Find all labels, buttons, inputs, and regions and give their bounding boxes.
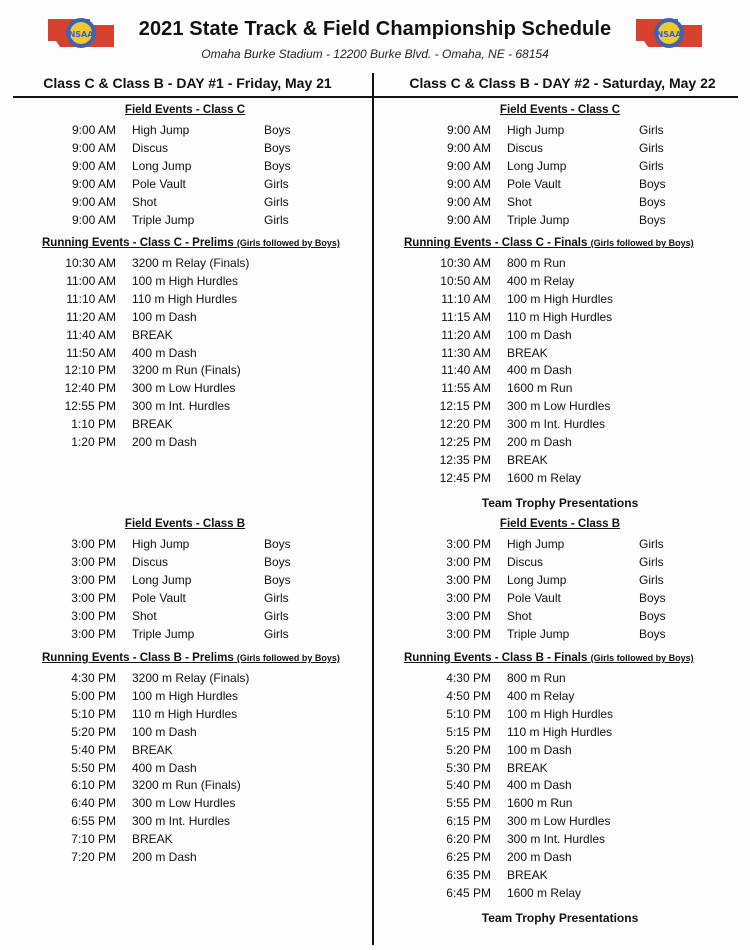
event-time: 3:00 PM [71,572,116,587]
event-name: Shot [132,608,157,623]
running-event-row [32,832,352,850]
running-event-row [407,435,727,453]
event-name: 3200 m Run (Finals) [132,363,241,378]
field-event-row [32,177,352,195]
day2-running-c-trophy: Team Trophy Presentations [481,495,639,510]
event-name: Pole Vault [132,590,186,605]
section-heading-text: Running Events - Class B - Finals [404,652,588,664]
field-event-row [32,591,352,609]
running-event-row [32,814,352,832]
running-event-row [407,868,727,886]
event-time: 5:10 PM [71,706,116,721]
event-name: Shot [132,194,157,209]
event-name: BREAK [132,417,173,432]
event-time: 12:20 PM [439,417,491,432]
event-name: 100 m Dash [507,742,572,757]
running-event-row [407,453,727,471]
event-name: Pole Vault [507,176,561,191]
event-time: 6:55 PM [71,814,116,829]
event-name: 400 m Dash [507,363,572,378]
event-time: 3:00 PM [446,608,491,623]
field-event-row [407,141,727,159]
running-event-row [32,435,352,453]
section-heading-text: Field Events - Class C [499,104,621,116]
event-time: 6:25 PM [446,850,491,864]
running-event-row [407,256,727,274]
event-time: 9:00 AM [446,123,491,137]
running-event-row [407,778,727,796]
field-event-row [407,123,727,141]
field-event-row [407,573,727,591]
event-name: BREAK [507,760,548,775]
running-event-row [407,886,727,904]
running-event-row [407,671,727,689]
event-time: 12:45 PM [439,470,491,485]
day2-running-b-trophy: Team Trophy Presentations [481,910,639,925]
running-event-row [407,292,727,310]
event-name: High Jump [132,537,190,551]
day2-running-c-heading [404,237,694,249]
event-time: 11:30 AM [441,345,491,360]
event-name: 300 m Int. Hurdles [132,814,231,829]
field-event-row [32,627,352,645]
day1-column [0,0,370,950]
event-time: 3:00 PM [71,590,116,605]
event-name: Long Jump [507,158,567,173]
event-time: 12:15 PM [439,399,491,414]
event-gender: Girls [639,123,664,137]
event-time: 9:00 AM [446,140,491,155]
running-event-row [407,689,727,707]
running-event-row [32,399,352,417]
running-event-row [407,471,727,489]
event-time: 3:00 PM [446,626,491,641]
day1-running-c-heading [42,237,340,249]
field-event-row [407,213,727,231]
event-time: 11:10 AM [441,291,491,306]
event-time: 6:45 PM [446,885,491,900]
event-name: 400 m Dash [132,760,197,775]
event-time: 11:10 AM [66,291,116,306]
event-name: 200 m Dash [132,850,197,864]
running-event-row [32,778,352,796]
event-name: Triple Jump [132,626,195,641]
event-name: 300 m Int. Hurdles [507,417,606,432]
day2-field-c-heading [375,104,745,116]
event-name: 100 m Dash [132,724,197,739]
event-time: 7:20 PM [71,850,116,864]
running-event-row [32,310,352,328]
event-time: 3:00 PM [71,608,116,623]
event-time: 4:30 PM [446,671,491,685]
event-name: 300 m Low Hurdles [507,814,611,829]
field-event-row [32,537,352,555]
event-name: BREAK [132,742,173,757]
event-name: Discus [507,140,544,155]
event-time: 11:15 AM [441,309,491,324]
event-time: 3:00 PM [71,537,116,551]
event-gender: Girls [264,626,289,641]
event-name: Pole Vault [507,590,561,605]
section-heading-text: Field Events - Class B [124,518,246,530]
running-event-row [32,796,352,814]
event-time: 5:30 PM [446,760,491,775]
field-event-row [32,159,352,177]
event-name: 3200 m Relay (Finals) [132,671,250,685]
running-event-row [407,381,727,399]
event-gender: Boys [264,554,291,569]
event-time: 7:10 PM [71,832,116,847]
running-event-row [407,743,727,761]
event-name: High Jump [132,123,190,137]
running-event-row [32,256,352,274]
event-gender: Boys [264,123,291,137]
section-heading-note: (Girls followed by Boys) [590,653,694,663]
event-time: 11:40 AM [66,327,116,342]
day2-column [375,0,745,950]
event-name: 200 m Dash [507,850,572,864]
event-gender: Girls [639,158,664,173]
event-name: Triple Jump [132,212,195,227]
event-gender: Boys [264,140,291,155]
running-event-row [32,292,352,310]
event-time: 9:00 AM [446,158,491,173]
event-time: 12:25 PM [439,435,491,449]
field-event-row [32,573,352,591]
section-heading-note: (Girls followed by Boys) [236,653,340,663]
event-time: 3:00 PM [71,554,116,569]
running-event-row [32,671,352,689]
event-name: BREAK [132,832,173,847]
event-name: High Jump [507,123,565,137]
event-name: 300 m Int. Hurdles [507,832,606,847]
event-time: 9:00 AM [71,123,116,137]
running-event-row [407,796,727,814]
event-time: 10:50 AM [440,273,491,288]
event-time: 5:15 PM [446,724,491,739]
event-name: 400 m Relay [507,273,575,288]
event-gender: Boys [639,608,666,623]
running-event-row [407,725,727,743]
event-gender: Girls [264,194,289,209]
event-gender: Boys [264,158,291,173]
event-time: 6:15 PM [446,814,491,829]
event-gender: Boys [639,194,666,209]
day2-field-b-heading [375,518,745,530]
event-gender: Girls [264,608,289,623]
running-event-row [32,761,352,779]
event-time: 5:50 PM [71,760,116,775]
svg-text:NSAA: NSAA [68,30,94,39]
event-name: 300 m Low Hurdles [132,381,236,396]
event-name: 3200 m Relay (Finals) [132,256,250,270]
running-event-row [407,399,727,417]
event-name: Long Jump [132,572,192,587]
running-event-row [407,310,727,328]
field-event-row [32,141,352,159]
event-time: 12:35 PM [439,452,491,467]
running-event-row [32,743,352,761]
event-name: 100 m High Hurdles [132,688,239,703]
event-name: BREAK [507,867,548,882]
field-event-row [407,555,727,573]
event-gender: Girls [264,212,289,227]
event-name: Discus [507,554,544,569]
event-time: 9:00 AM [71,140,116,155]
event-time: 9:00 AM [71,212,116,227]
event-time: 4:30 PM [71,671,116,685]
event-name: 800 m Run [507,256,566,270]
event-time: 6:10 PM [71,778,116,793]
running-event-row [407,707,727,725]
event-gender: Boys [264,537,291,551]
event-name: 100 m High Hurdles [507,291,614,306]
field-event-row [407,609,727,627]
day2-title: Class C & Class B - DAY #2 - Saturday, May 22 [409,75,716,91]
page-title: 2021 State Track & Field Championship Schedule [138,18,612,40]
event-time: 5:00 PM [71,688,116,703]
event-time: 6:35 PM [446,867,491,882]
event-time: 12:40 PM [64,381,116,396]
event-gender: Girls [264,590,289,605]
day1-running-b-heading [42,652,340,664]
section-heading-text: Running Events - Class B - Prelims [42,652,234,664]
event-name: 300 m Int. Hurdles [132,399,231,414]
event-name: 110 m High Hurdles [507,724,613,739]
section-heading-text: Running Events - Class C - Prelims [42,237,234,249]
running-event-row [407,417,727,435]
event-gender: Girls [639,140,664,155]
event-name: 200 m Dash [507,435,572,449]
event-time: 5:20 PM [71,724,116,739]
event-time: 9:00 AM [71,158,116,173]
field-event-row [407,177,727,195]
event-name: Triple Jump [507,212,570,227]
running-event-row [407,761,727,779]
event-time: 9:00 AM [71,176,116,191]
event-name: BREAK [132,327,173,342]
field-event-row [407,591,727,609]
event-name: 300 m Low Hurdles [132,796,236,811]
event-gender: Boys [639,176,666,191]
event-name: High Jump [507,537,565,551]
event-name: Discus [132,140,169,155]
event-time: 6:20 PM [446,832,491,847]
field-event-row [407,537,727,555]
event-name: Shot [507,608,532,623]
event-time: 3:00 PM [446,590,491,605]
event-name: 400 m Dash [507,778,572,793]
event-name: 110 m High Hurdles [507,309,613,324]
event-name: 100 m Dash [507,327,572,342]
svg-text:NSAA: NSAA [656,30,682,39]
event-name: 1600 m Run [507,381,573,396]
section-heading-text: Running Events - Class C - Finals [404,237,588,249]
event-time: 5:40 PM [446,778,491,793]
event-time: 5:20 PM [446,742,491,757]
event-name: 100 m High Hurdles [507,706,614,721]
field-event-row [407,627,727,645]
event-name: 1600 m Relay [507,885,582,900]
field-event-row [407,195,727,213]
event-name: 100 m High Hurdles [132,273,239,288]
event-name: 3200 m Run (Finals) [132,778,241,793]
event-time: 1:10 PM [71,417,116,432]
event-name: 800 m Run [507,671,566,685]
event-name: Long Jump [132,158,192,173]
day2-running-b-heading [404,652,694,664]
event-gender: Boys [639,590,666,605]
running-event-row [32,850,352,868]
running-event-row [32,328,352,346]
running-event-row [32,363,352,381]
day1-field-c-heading [0,104,370,116]
event-gender: Girls [639,537,664,551]
event-name: 200 m Dash [132,435,197,449]
field-event-row [32,609,352,627]
event-gender: Boys [639,212,666,227]
event-time: 9:00 AM [71,194,116,209]
event-time: 11:20 AM [441,327,491,342]
event-gender: Girls [639,572,664,587]
running-event-row [32,707,352,725]
section-heading-note: (Girls followed by Boys) [590,238,694,248]
field-event-row [32,195,352,213]
event-time: 12:10 PM [64,363,116,378]
event-time: 3:00 PM [446,537,491,551]
running-event-row [407,814,727,832]
event-name: BREAK [507,452,548,467]
field-event-row [407,159,727,177]
event-name: Shot [507,194,532,209]
running-event-row [407,832,727,850]
event-time: 3:00 PM [71,626,116,641]
event-name: 1600 m Relay [507,470,582,485]
event-name: 300 m Low Hurdles [507,399,611,414]
event-time: 9:00 AM [446,212,491,227]
event-name: Discus [132,554,169,569]
event-time: 3:00 PM [446,572,491,587]
event-gender: Boys [264,572,291,587]
running-event-row [407,850,727,868]
running-event-row [32,417,352,435]
event-time: 4:50 PM [446,688,491,703]
event-gender: Boys [639,626,666,641]
event-name: 100 m Dash [132,309,197,324]
running-event-row [407,274,727,292]
event-name: Pole Vault [132,176,186,191]
event-time: 11:40 AM [441,363,491,378]
field-event-row [32,555,352,573]
running-event-row [407,346,727,364]
event-name: 400 m Relay [507,688,575,703]
event-time: 3:00 PM [446,554,491,569]
running-event-row [32,689,352,707]
section-heading-text: Field Events - Class C [124,104,246,116]
event-name: Triple Jump [507,626,570,641]
running-event-row [407,328,727,346]
event-time: 5:55 PM [446,796,491,811]
section-heading-text: Field Events - Class B [499,518,621,530]
event-name: BREAK [507,345,548,360]
day1-field-b-heading [0,518,370,530]
event-time: 5:10 PM [446,706,491,721]
column-divider [372,73,374,945]
event-gender: Girls [264,176,289,191]
event-time: 5:40 PM [71,742,116,757]
venue-subtitle: Omaha Burke Stadium - 12200 Burke Blvd. - Omaha, NE - 68154 [201,47,549,61]
event-time: 11:55 AM [441,381,491,396]
event-name: 110 m High Hurdles [132,706,238,721]
event-time: 11:20 AM [66,309,116,324]
field-event-row [32,123,352,141]
running-event-row [32,274,352,292]
section-heading-note: (Girls followed by Boys) [236,238,340,248]
event-name: 400 m Dash [132,345,197,360]
event-name: Long Jump [507,572,567,587]
event-time: 11:50 AM [66,345,116,360]
event-time: 6:40 PM [71,796,116,811]
day1-title: Class C & Class B - DAY #1 - Friday, May 21 [43,75,332,91]
event-time: 10:30 AM [440,256,491,270]
event-name: 1600 m Run [507,796,573,811]
field-event-row [32,213,352,231]
running-event-row [32,381,352,399]
event-time: 11:00 AM [66,273,116,288]
event-gender: Girls [639,554,664,569]
running-event-row [32,346,352,364]
event-time: 12:55 PM [64,399,116,414]
event-time: 10:30 AM [65,256,116,270]
event-time: 9:00 AM [446,176,491,191]
running-event-row [407,363,727,381]
event-time: 9:00 AM [446,194,491,209]
event-time: 1:20 PM [71,435,116,449]
running-event-row [32,725,352,743]
event-name: 110 m High Hurdles [132,291,238,306]
